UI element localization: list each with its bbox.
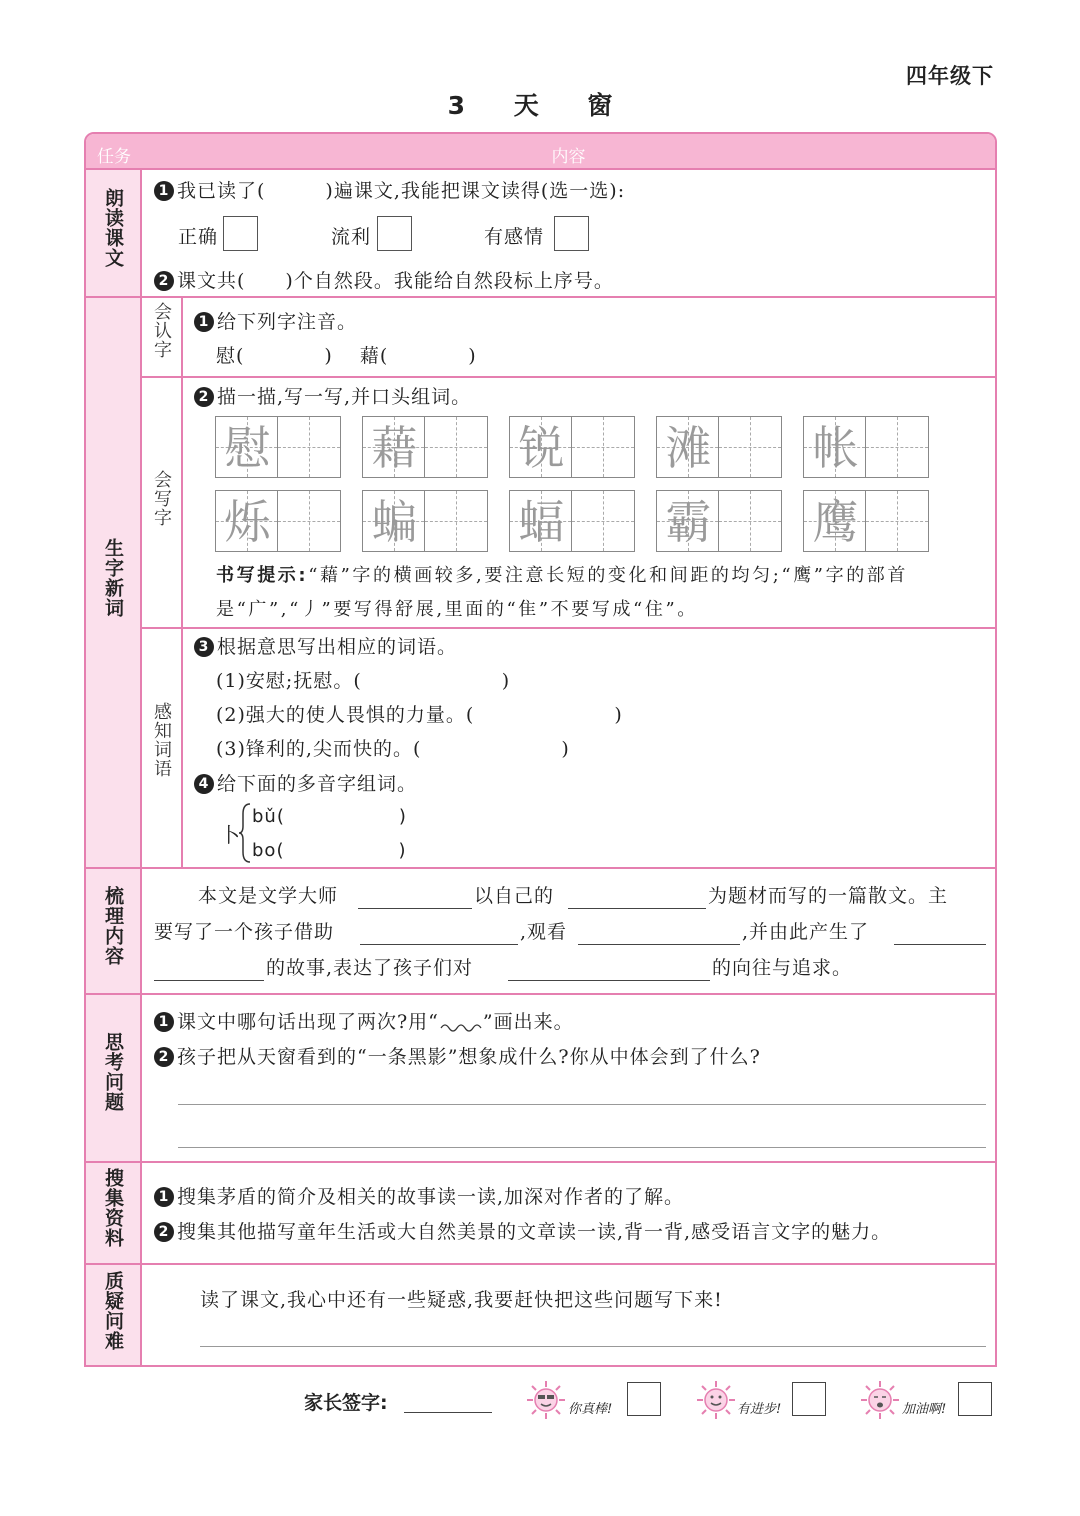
- summary-l1a: 本文是文学大师: [198, 885, 339, 907]
- write-q2: 2 描一描,写一写,并口头组词。: [194, 382, 471, 409]
- trace-char: 慰: [224, 421, 271, 475]
- footer: [0, 1376, 1080, 1436]
- task-label-question: 质疑问难: [102, 1271, 124, 1351]
- writing-tip-line2: 是“广”,“丿”要写得舒展,里面的“隹”不要写成“住”。: [216, 599, 698, 620]
- summary-blank-2[interactable]: [568, 908, 706, 909]
- header-task: 任务: [97, 147, 131, 167]
- badge-great-checkbox[interactable]: [627, 1382, 661, 1416]
- summary-blank-1[interactable]: [358, 908, 472, 909]
- answer-line[interactable]: [178, 1147, 986, 1148]
- trace-char: 烁: [224, 495, 271, 549]
- writing-tip-line1: 书写提示:“藉”字的横画较多,要注意长短的变化和间距的均匀;“鹰”字的部首: [216, 565, 908, 586]
- trace-char: 滩: [665, 421, 712, 475]
- collect-q2: 2 搜集其他描写童年生活或大自然美景的文章读一读,背一背,感受语言文字的魅力。: [154, 1217, 891, 1244]
- sub-label-write: 会写字: [151, 470, 172, 527]
- sub-column-divider: [181, 296, 183, 867]
- task-label-new-words: 生字新词: [102, 538, 124, 618]
- summary-blank-4[interactable]: [578, 944, 740, 945]
- writing-grid[interactable]: [656, 490, 782, 552]
- badge-cheer-checkbox[interactable]: [958, 1382, 992, 1416]
- trace-char: 帐: [812, 421, 859, 475]
- summary-l3a: 的故事,表达了孩子们对: [266, 957, 474, 979]
- recognize-q1: 1 给下列字注音。: [194, 307, 357, 334]
- circled-number-icon: 2: [154, 271, 174, 291]
- collect-q1: 1 搜集茅盾的简介及相关的故事读一读,加深对作者的了解。: [154, 1182, 684, 1209]
- think-q2: 2 孩子把从天窗看到的“一条黑影”想象成什么?你从中体会到了什么?: [154, 1042, 761, 1069]
- badge-progress-checkbox[interactable]: [792, 1382, 826, 1416]
- badge-progress-label: 有进步!: [737, 1402, 782, 1417]
- task-label-reading: 朗读课文: [102, 188, 124, 268]
- trace-char: 藉: [371, 421, 418, 475]
- sub-label-vocab: 感知词语: [151, 702, 172, 778]
- badge-great-label: 你真棒!: [568, 1402, 613, 1417]
- smiling-sun-icon: [696, 1380, 736, 1420]
- signature-label: 家长签字:: [304, 1392, 388, 1414]
- summary-blank-3[interactable]: [360, 944, 518, 945]
- trace-char: 蝠: [518, 495, 565, 549]
- polyphone-reading-2[interactable]: bo( ): [252, 840, 407, 861]
- trace-char: 蝙: [371, 495, 418, 549]
- summary-l1b: 以自己的: [474, 885, 555, 907]
- writing-grid[interactable]: [362, 416, 488, 478]
- summary-l2c: ,并由此产生了: [742, 921, 870, 943]
- summary-l2b: ,观看: [520, 921, 568, 943]
- option-emotion-label: 有感情: [484, 226, 545, 248]
- answer-line[interactable]: [200, 1346, 986, 1347]
- think-q1: 1 课文中哪句话出现了两次?用“ ”画出来。: [154, 1007, 574, 1034]
- header-content: 内容: [551, 147, 586, 167]
- smiling-sun-icon: [860, 1380, 900, 1420]
- summary-blank-7[interactable]: [508, 980, 710, 981]
- writing-grid[interactable]: [215, 416, 341, 478]
- summary-l1c: 为题材而写的一篇散文。主: [708, 885, 949, 907]
- row-divider: [86, 1161, 995, 1163]
- vocab-item-1[interactable]: (1)安慰;抚慰。( ): [216, 670, 511, 692]
- option-fluent-label: 流利: [331, 226, 372, 248]
- option-correct-checkbox[interactable]: [223, 216, 258, 251]
- writing-grid[interactable]: [509, 416, 635, 478]
- lesson-title: 3 天 窗: [447, 91, 633, 120]
- sub-label-recognize: 会认字: [151, 302, 172, 359]
- row-divider: [86, 296, 995, 298]
- circled-number-icon: 2: [154, 1047, 174, 1067]
- task-label-think: 思考问题: [102, 1032, 124, 1112]
- summary-l3b: 的向往与追求。: [712, 957, 853, 979]
- answer-line[interactable]: [178, 1104, 986, 1105]
- writing-grid[interactable]: [362, 490, 488, 552]
- summary-blank-6[interactable]: [154, 980, 264, 981]
- writing-grid[interactable]: [509, 490, 635, 552]
- writing-grid[interactable]: [656, 416, 782, 478]
- task-label-summary: 梳理内容: [102, 886, 124, 966]
- circled-number-icon: 2: [194, 387, 214, 407]
- badge-cheer-label: 加油啊!: [902, 1402, 947, 1417]
- summary-l2a: 要写了一个孩子借助: [154, 921, 335, 943]
- circled-number-icon: 3: [194, 637, 214, 657]
- brace-icon: [238, 802, 252, 864]
- writing-grid[interactable]: [803, 490, 929, 552]
- reading-q2: 2 课文共( )个自然段。我能给自然段标上序号。: [154, 266, 614, 293]
- row-divider: [142, 627, 995, 629]
- vocab-q4: 4 给下面的多音字组词。: [194, 769, 417, 796]
- circled-number-icon: 1: [154, 1187, 174, 1207]
- wavy-underline-icon: [439, 1018, 483, 1032]
- row-divider: [86, 1263, 995, 1265]
- reading-q1: 1 我已读了( )遍课文,我能把课文读得(选一选):: [154, 176, 625, 203]
- recognize-chars[interactable]: 慰( ) 藉( ): [216, 345, 477, 367]
- writing-grid[interactable]: [215, 490, 341, 552]
- trace-char: 锐: [518, 421, 565, 475]
- vocab-item-3[interactable]: (3)锋利的,尖而快的。( ): [216, 738, 570, 760]
- row-divider: [142, 376, 995, 378]
- question-prompt: 读了课文,我心中还有一些疑惑,我要赶快把这些问题写下来!: [200, 1289, 723, 1311]
- trace-char: 霸: [665, 495, 712, 549]
- row-divider: [86, 867, 995, 869]
- row-divider: [86, 993, 995, 995]
- writing-tip-label: 书写提示:: [216, 565, 309, 586]
- smiling-sun-icon: [526, 1380, 566, 1420]
- vocab-q3: 3 根据意思写出相应的词语。: [194, 632, 457, 659]
- trace-char: 鹰: [812, 495, 859, 549]
- writing-grid[interactable]: [803, 416, 929, 478]
- signature-field[interactable]: [404, 1412, 492, 1413]
- circled-number-icon: 4: [194, 774, 214, 794]
- polyphone-reading-1[interactable]: bǔ( ): [252, 806, 407, 827]
- option-fluent-checkbox[interactable]: [377, 216, 412, 251]
- summary-blank-5[interactable]: [894, 944, 986, 945]
- grade-label: 四年级下: [906, 64, 994, 88]
- task-label-collect: 搜集资料: [102, 1168, 124, 1248]
- option-emotion-checkbox[interactable]: [554, 216, 589, 251]
- option-correct-label: 正确: [178, 226, 219, 248]
- circled-number-icon: 1: [194, 312, 214, 332]
- vocab-item-2[interactable]: (2)强大的使人畏惧的力量。( ): [216, 704, 623, 726]
- table-header: [86, 134, 995, 170]
- polyphone-char: 卜: [220, 823, 241, 847]
- worksheet-table: [84, 132, 997, 1367]
- circled-number-icon: 1: [154, 1012, 174, 1032]
- circled-number-icon: 2: [154, 1222, 174, 1242]
- circled-number-icon: 1: [154, 181, 174, 201]
